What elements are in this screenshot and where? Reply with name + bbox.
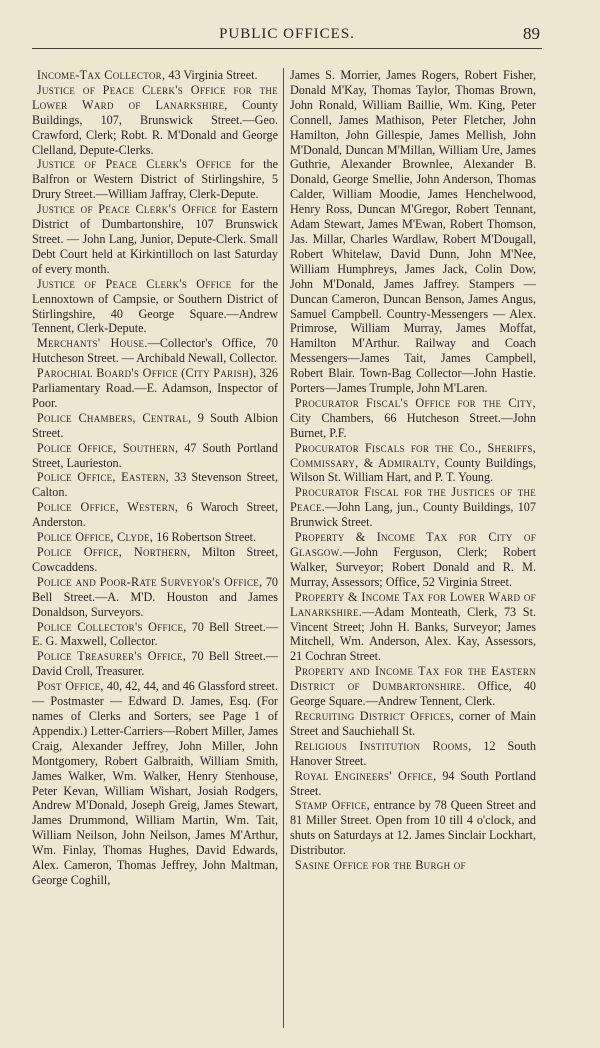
directory-entry — [290, 441, 536, 486]
directory-entry — [32, 530, 278, 545]
entry-heading: Justice of Peace Clerk's Office — [36, 202, 217, 217]
entry-text: James S. Morrier, James Rogers, Robert Fisher, Donald M'Kay, Thomas Taylor, Thomas Brown, John Ronald, William Baillie, Wm. King, Peter Connell, James Mathison, Peter Fletcher, John Hamilton, John Gillespie, James Mellish, John M'Donald, Duncan M'Millan, William Ure, James Guthrie, Alexander Brownlee, Alexander B. Donald, George Smellie, John Anderson, Thomas Calder, William Moodie, James Henchelwood, Henry Ross, Duncan M'Gregor, Robert Tennant, Adam Stewart, James M'Ewan, Robert Thomson, Jas. Millar, Charles Wardlaw, Robert M'Dougall, Robert Whitelaw, David Dunn, John M'Nee, William Humphreys, James Jack, Colin Dow, John M'Donald, James Jaffrey. Stampers — Duncan Cameron, Duncan Benson, James Angus, Samuel Campbell. Country-Messengers — Alex. Primrose, William Murray, James Moffat, Hamilton M'Arthur. Railway and Coach Messengers—James Tait, James Campbell, Robert Blair. Town-Bag Collector—John Hastie. Porters—James Trumple, John M'Laren. — [290, 68, 536, 396]
entry-text: —John Ferguson, Clerk; Robert Walker, Surveyor; Robert Donald and R. M. Murray, Assessors; Office, 52 Virginia Street. — [290, 545, 536, 589]
directory-entry — [32, 470, 278, 500]
entry-text: —Adam Monteath, Clerk, 73 St. Vincent Street; John H. Banks, Surveyor; James Mitchell, Wm. Anderson, Alex. Kay, Assessors, 21 Cochran Street. — [290, 604, 536, 664]
directory-entry — [32, 441, 278, 471]
entry-heading: Police Treasurer's Office, — [36, 649, 187, 664]
right-column — [284, 68, 536, 1028]
entry-heading: Police Chambers, Central, — [36, 410, 192, 425]
directory-entry — [290, 858, 536, 873]
directory-entry — [32, 336, 278, 366]
entry-text: County Buildings, 107, Brunswick Street.—Geo. Crawford, Clerk; Robt. R. M'Donald and George Clelland, Depute-Clerks. — [32, 97, 279, 157]
directory-entry — [32, 68, 278, 83]
entry-text: corner of Main Street and Sauchiehall St. — [290, 708, 536, 738]
directory-entry — [290, 769, 536, 799]
entry-heading: Police Office, Southern, — [36, 440, 179, 455]
entry-heading: Property and Income Tax for the Eastern District of Dumbartonshire. — [290, 664, 536, 694]
entry-heading: Merchants' House. — [36, 336, 148, 351]
entry-text: 70 Bell Street.—E. G. Maxwell, Collector. — [32, 619, 279, 649]
directory-entry — [32, 202, 278, 277]
entry-text: —Collector's Office, 70 Hutcheson Street. — Archibald Newall, Collector. — [32, 336, 278, 366]
entry-text: County Buildings, Wilson St. William Hart, and P. T. Young. — [290, 455, 536, 485]
directory-entry — [32, 83, 278, 158]
entry-heading: Religious Institution Rooms, — [294, 738, 472, 753]
directory-entry — [290, 709, 536, 739]
entry-heading: Police Collector's Office, — [36, 619, 187, 634]
entry-heading: Police Office, Northern, — [36, 545, 191, 559]
entry-heading: Royal Engineers' Office, — [294, 768, 437, 783]
page-number: 89 — [523, 24, 540, 43]
entry-text: 326 Parliamentary Road.—E. Adamson, Inspector of Poor. — [32, 366, 279, 410]
entry-heading: Police and Poor-Rate Surveyor's Office, — [36, 574, 263, 589]
entry-text: 94 South Portland Street. — [290, 768, 536, 798]
page-title: PUBLIC OFFICES. — [219, 26, 355, 42]
entry-heading: Procurator Fiscal's Office for the City, — [294, 395, 536, 410]
entry-text: 12 South Hanover Street. — [290, 738, 536, 768]
text-columns — [32, 68, 542, 1028]
entry-text: 9 South Albion Street. — [32, 410, 278, 440]
entry-heading: Police Office, Clyde, — [36, 530, 154, 545]
entry-text: 70 Bell Street.—A. M'D. Houston and James Donaldson, Surveyors. — [32, 574, 278, 619]
entry-heading: Procurator Fiscal for the Justices of the Peace. — [290, 485, 536, 515]
entry-text: —John Lang, jun., County Buildings, 107 Brunwick Street. — [290, 500, 536, 530]
entry-text: 40, 42, 44, and 46 Glassford street.— Postmaster — Edward D. James, Esq. (For names of Clerks and Sorters, see Page 1 of Appendix.) Letter-Carriers—Robert Miller, James Craig, Alexander Jeffrey, John Miller, John Montgomery, Robert Galbraith, William Smith, James Walker, Wm. Walker, Henry Stenhouse, Peter Kevan, William Wishart, Josiah Rodgers, Andrew M'Donald, Joseph Greig, James Stewart, James Drummond, William Martin, Wm. Tait, William Neilson, John Neilson, James M'Arthur, Wm. Finlay, Thomas Hughes, David Edwards, Alex. Cameron, Thomas Jeffrey, John Maltman, George Coghill, — [32, 679, 278, 887]
directory-entry — [32, 620, 278, 650]
entry-text: 70 Bell Street.—David Croll, Treasurer. — [32, 649, 278, 679]
entry-text: for the Lennoxtown of Campsie, or Southern District of Stirlingshire, 40 George Square.—Andrew Tennent, Clerk-Depute. — [32, 276, 278, 336]
entry-heading: Income-Tax Collector, — [36, 68, 166, 82]
directory-entry — [290, 590, 536, 665]
directory-entry — [32, 366, 278, 411]
entry-text: 6 Waroch Street, Anderston. — [32, 500, 278, 530]
directory-entry — [290, 664, 536, 709]
directory-entry — [32, 649, 278, 679]
entry-heading: Justice of Peace Clerk's Office for the Lower Ward of Lanarkshire, — [32, 82, 278, 112]
entry-text: 43 Virginia Street. — [165, 68, 258, 82]
directory-entry — [290, 68, 536, 396]
directory-entry — [32, 679, 278, 888]
entry-heading: Justice of Peace Clerk's Office — [36, 157, 232, 172]
directory-entry — [32, 411, 278, 441]
directory-entry — [32, 545, 278, 575]
directory-entry — [32, 157, 278, 202]
entry-text: 16 Robertson Street. — [153, 530, 257, 545]
directory-entry — [32, 575, 278, 620]
left-column — [32, 68, 283, 1028]
directory-entry — [32, 277, 278, 337]
directory-entry — [290, 739, 536, 769]
entry-text: for the Balfron or Western District of Stirlingshire, 5 Drury Street.—William Jaffray, Clerk-Depute. — [32, 157, 278, 202]
page-header — [32, 22, 542, 49]
entry-heading: Parochial Board's Office (City Parish), — [36, 366, 257, 381]
entry-text: entrance by 78 Queen Street and 81 Miller Street. Open from 10 till 4 o'clock, and shuts on Saturdays at 12. James Sinclair Lockhart, Distributor. — [290, 798, 536, 858]
entry-heading: Property & Income Tax for Lower Ward of Lanarkshire. — [290, 589, 536, 619]
entry-heading: Procurator Fiscals for the Co., Sheriffs, Commissary, & Admiralty, — [290, 440, 536, 470]
entry-heading: Post Office, — [36, 679, 104, 694]
entry-heading: Sasine Office for the Burgh of — [294, 858, 466, 873]
entry-heading: Police Office, Eastern, — [36, 470, 170, 485]
entry-heading: Police Office, Western, — [36, 500, 179, 515]
entry-text: 33 Stevenson Street, Calton. — [32, 470, 278, 500]
directory-entry — [32, 500, 278, 530]
entry-heading: Property & Income Tax for City of Glasgow. — [290, 530, 536, 559]
directory-entry — [290, 396, 536, 441]
directory-entry — [290, 530, 536, 590]
entry-heading: Recruiting District Offices, — [294, 708, 455, 723]
entry-text: 47 South Portland Street, Laurieston. — [32, 440, 278, 470]
entry-text: Milton Street, Cowcaddens. — [32, 545, 278, 574]
entry-text: Office, 40 George Square.—Andrew Tennent, Clerk. — [290, 679, 536, 709]
directory-entry — [290, 485, 536, 530]
entry-heading: Stamp Office, — [294, 798, 370, 813]
directory-entry — [290, 798, 536, 858]
entry-heading: Justice of Peace Clerk's Office — [36, 276, 232, 291]
entry-text: City Chambers, 66 Hutcheson Street.—John Burnet, P.F. — [290, 410, 536, 440]
entry-text: for Eastern District of Dumbartonshire, 107 Brunswick Street. — John Lang, Junior, Depute-Clerk. Small Debt Court held at Kirkintilloch on last Saturday of every month. — [32, 202, 278, 276]
